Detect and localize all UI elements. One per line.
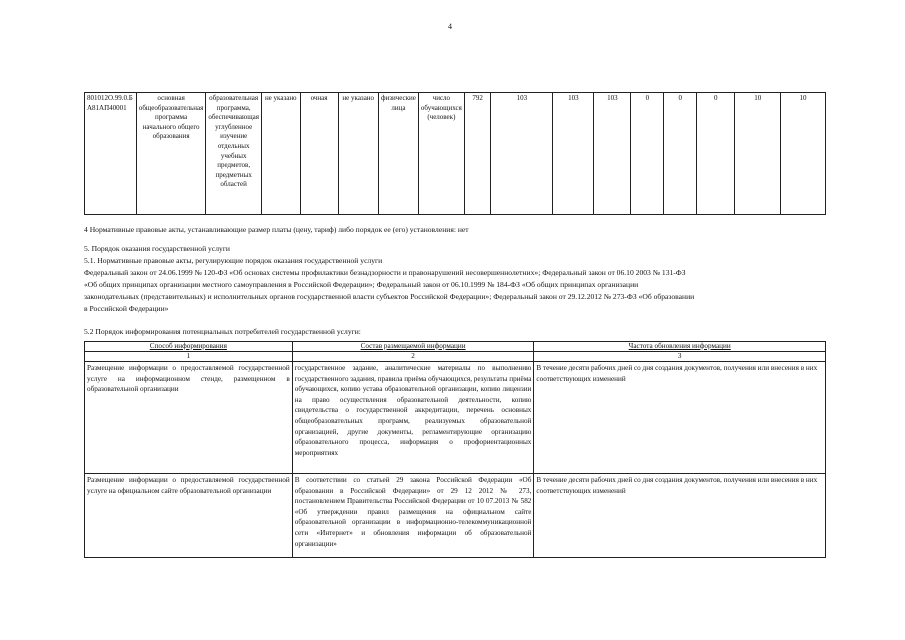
- column-number: 3: [534, 352, 826, 362]
- column-number: 2: [292, 352, 534, 362]
- program-type-cell: образовательная программа, обеспечивающая углубленное изучение отдельных учебных предметов, предметных областей: [206, 93, 262, 215]
- registry-number: 801012О.99.0.Б А81АП40001: [85, 93, 137, 215]
- table-cell: число обучающихся (человек): [418, 93, 464, 215]
- column-number: 1: [85, 352, 293, 362]
- value-cell: 103: [491, 93, 553, 215]
- value-cell: 103: [553, 93, 594, 215]
- value-cell: 0: [664, 93, 697, 215]
- method-cell: Размещение информации о предоставляемой государственной услуге на информационном стенде, размещенном в образовательной организации: [85, 362, 293, 474]
- law-line: Федеральный закон от 24.06.1999 № 120-ФЗ «Об основах системы профилактики безнадзорности и правонарушений несовершеннолетних»; Федеральный закон от 06.10 2003 № 131-ФЗ: [84, 268, 686, 277]
- okei-code: 792: [464, 93, 491, 215]
- column-header: Частота обновления информации: [534, 342, 826, 352]
- table-row: [85, 362, 826, 474]
- deviation-cell: 10: [735, 93, 781, 215]
- program-cell: основная общеобразовательная программа начального общего образования: [136, 93, 206, 215]
- section-5-title: 5. Порядок оказания государственной услуги: [84, 244, 230, 253]
- section-5-1-title: 5.1. Нормативные правовые акты, регулирующие порядок оказания государственной услуги: [84, 256, 383, 265]
- column-header: Способ информирования: [85, 342, 293, 352]
- law-line: законодательных (представительных) и исполнительных органов государственной власти субъектов Российской Федерации»; Федеральный закон от 29.12.2012 № 273-ФЗ «Об образовании: [84, 292, 695, 301]
- method-cell: Размещение информации о предоставляемой государственной услуге на официальном сайте образовательной организации: [85, 474, 293, 558]
- page-number: 4: [448, 22, 452, 31]
- deviation-cell: 10: [781, 93, 826, 215]
- content-cell: государственное задание, аналитические материалы по выполнению государственного задания, правила приёма обучающихся, результаты приёма обучающихся, копию устава образовательной организации, копию лицензии на право осуществления образовательной деятельности, копию свидетельства о государственной аккредитации, перечень основных общеобразовательных программ, реализуемых образовательной организацией, другие документы, регламентирующие организацию образовательного процесса, информация о профориентационных мероприятиях: [292, 362, 534, 474]
- indicators-table: [84, 92, 826, 215]
- table-cell: не указано: [261, 93, 300, 215]
- table-row: [85, 474, 826, 558]
- law-line: в Российской Федерации»: [84, 304, 169, 313]
- value-cell: 0: [697, 93, 735, 215]
- section-4-text: 4 Нормативные правовые акты, устанавливающие размер платы (цену, тариф) либо порядок ее (его) установления: нет: [84, 225, 469, 234]
- law-line: «Об общих принципах организации местного самоуправления в Российской Федерации»; Федеральный закон от 06.10.1999 № 184-ФЗ «Об общих принципах организации: [84, 280, 639, 289]
- value-cell: 0: [631, 93, 664, 215]
- table-header-row: [85, 342, 826, 352]
- frequency-cell: В течение десяти рабочих дней со дня создания документов, получения или внесения в них соответствующих изменений: [534, 474, 826, 558]
- table-cell: физические лица: [378, 93, 418, 215]
- table-cell: не указано: [338, 93, 378, 215]
- column-header: Состав размещаемой информации: [292, 342, 534, 352]
- frequency-cell: В течение десяти рабочих дней со дня создания документов, получения или внесения в них соответствующих изменений: [534, 362, 826, 474]
- table-row: [85, 93, 826, 215]
- information-table: [84, 341, 826, 558]
- section-5-2-title: 5.2 Порядок информирования потенциальных потребителей государственной услуги:: [84, 327, 361, 336]
- table-cell: очная: [300, 93, 338, 215]
- value-cell: 103: [594, 93, 631, 215]
- column-number-row: [85, 352, 826, 362]
- content-cell: В соответствии со статьей 29 закона Российской Федерации «Об образовании в Российской Федерации» от 29 12 2012 № 273, постановлением Правительства Российской Федерации от 10 07.2013 № 582 «Об утверждении правил размещения на официальном сайте образовательной организации в информационно-телекоммуникационной сети «Интернет» и обновления информации об образовательной организации»: [292, 474, 534, 558]
